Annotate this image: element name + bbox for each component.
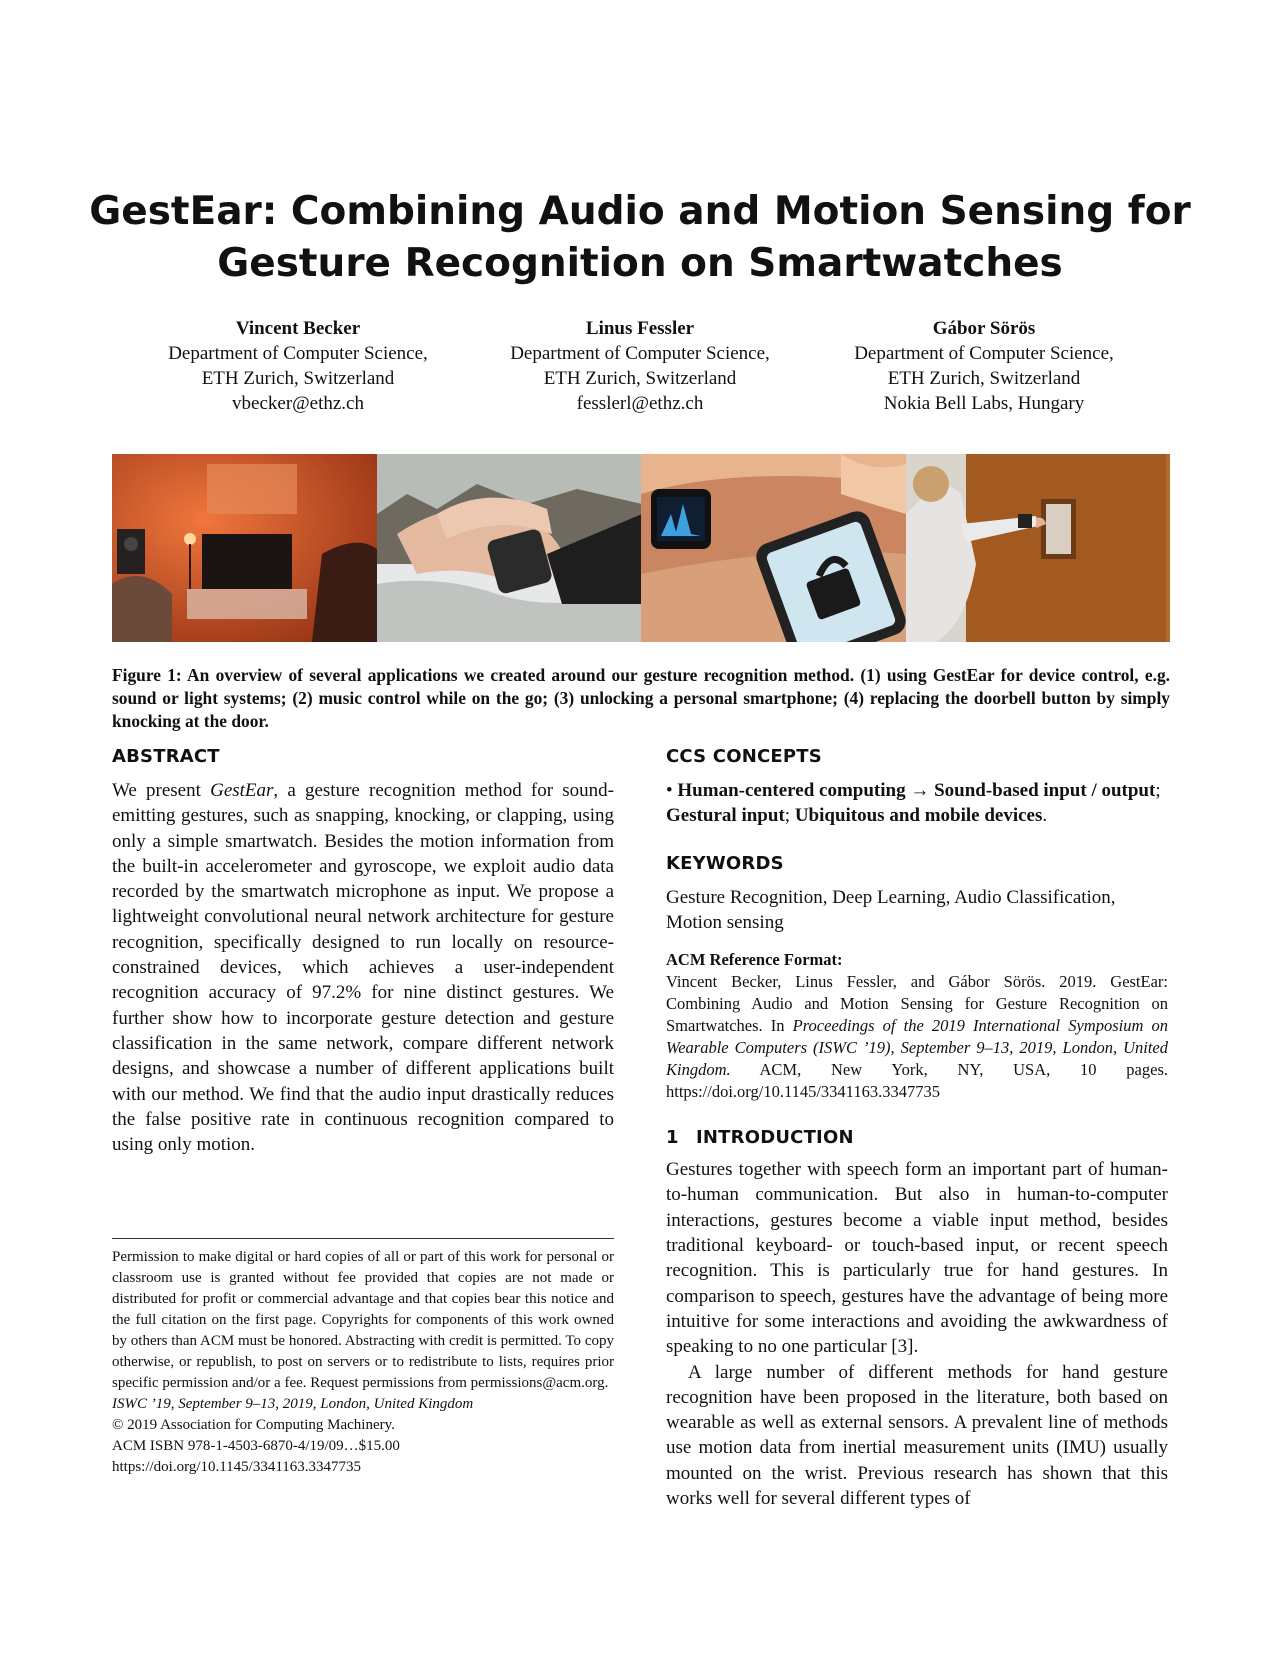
permission-text: Permission to make digital or hard copies of all or part of this work for personal or classroom use is granted without fee provided that copies are not made or distributed for profit or commercial advantage and that copies bear this notice and the full citation on the first page. Copyrights for components of this work owned by others than ACM must be honored. Abstracting with credit is permitted. To copy otherwise, or republish, to post on servers or to redistribute to lists, requires prior specific permission and/or a fee. Request permissions from permissions@acm.org. (112, 1249, 614, 1391)
abstract-pre: We present (112, 780, 211, 801)
ccs-arrow: → (905, 780, 935, 801)
photo-door-knock (906, 454, 1171, 642)
ccs-heading: CCS CONCEPTS (666, 746, 822, 767)
photo-outdoor-watch (377, 454, 642, 642)
paper-title (0, 186, 1280, 290)
ccs-concept: Ubiquitous and mobile devices (794, 805, 1043, 827)
ccs-concepts (666, 778, 1168, 829)
right-column (666, 744, 1168, 1511)
acm-reference-heading: ACM Reference Format: (666, 950, 843, 970)
permission-footnote (112, 1238, 614, 1478)
author-block-3 (819, 316, 1149, 416)
section-number: 1 (666, 1127, 679, 1149)
ccs-end: . (1042, 805, 1048, 827)
acm-reference-pre: Vincent Becker, Linus Fessler, and Gábor Sörös. 2019. GestEar: Combining Audio and Motion Sensing for Gesture Recognition on Smartwatches. In (666, 972, 1168, 1036)
author-affiliation: Department of Computer Science, (854, 343, 1114, 364)
intro-paragraph-2: A large number of different methods for hand gesture recognition have been proposed in the literature, both based on wearable as well as external sensors. A prevalent line of methods use motion data from inertial measurement units (IMU) usually mounted on the wrist. Previous research has shown that this works well for several different types of (666, 1361, 1168, 1510)
ccs-bullet: • (666, 780, 678, 801)
author-affiliation: ETH Zurich, Switzerland (887, 368, 1081, 389)
method-name: GestEar (210, 780, 274, 801)
keywords-text: Gesture Recognition, Deep Learning, Audio Classification, Motion sensing (666, 886, 1116, 933)
photo-phone-unlock (641, 454, 906, 642)
author-affiliation: ETH Zurich, Switzerland (201, 368, 395, 389)
intro-paragraph-1: Gestures together with speech form an important part of human-to-human communication. But also in human-to-computer interactions, gestures become a viable input method, besides traditional keyboard- or touch-based input, or recent speech recognition. This is particularly true for hand gestures. In comparison to speech, gestures have the advantage of being more intuitive for some interactions and avoiding the awkwardness of speaking to no one particular [3]. (666, 1159, 1168, 1358)
author-affiliation: ETH Zurich, Switzerland (543, 368, 737, 389)
acm-reference-venue: Proceedings of the 2019 International Symposium on Wearable Computers (ISWC ’19), September 9–13, 2019, London, United Kingdom. (666, 1016, 1168, 1080)
acm-reference-post: ACM, New York, NY, USA, 10 pages. https://doi.org/10.1145/3341163.3347735 (666, 1060, 1168, 1102)
ccs-separator: ; (1155, 780, 1161, 801)
acm-reference-text (666, 971, 1168, 1103)
author-name: Vincent Becker (235, 318, 361, 339)
conference-line: ISWC ’19, September 9–13, 2019, London, United Kingdom (112, 1396, 474, 1412)
copyright-line: © 2019 Association for Computing Machinery. (112, 1417, 395, 1433)
abstract-body: , a gesture recognition method for sound-emitting gestures, such as snapping, knocking, or clapping, using only a simple smartwatch. Besides the motion information from the built-in accelerometer and gyroscope, we exploit audio data recorded by the smartwatch microphone as input. We propose a lightweight convolutional neural network architecture for gesture recognition, specifically designed to run locally on resource-constrained devices, which achieves a user-independent recognition accuracy of 97.2% for nine distinct gestures. We further show how to incorporate gesture detection and gesture classification in the same network, compare different network designs, and showcase a number of different applications built with our method. We find that the audio input drastically reduces the false positive rate in continuous recognition compared to using only motion. (112, 780, 614, 1156)
doi-link[interactable]: https://doi.org/10.1145/3341163.3347735 (112, 1459, 362, 1475)
footnote-rule (112, 1238, 614, 1239)
keywords-heading: KEYWORDS (666, 852, 784, 874)
photo-living-room (112, 454, 377, 642)
ccs-concept: Gestural input (666, 805, 785, 827)
ccs-concept: Human-centered computing (677, 780, 906, 801)
author-name: Linus Fessler (585, 318, 695, 339)
section-title: INTRODUCTION (696, 1127, 854, 1149)
ccs-concept: Sound-based input / output (934, 780, 1156, 801)
title-line-1: GestEar: Combining Audio and Motion Sensing for (89, 189, 1191, 234)
abstract-heading: ABSTRACT (112, 746, 220, 767)
abstract-text (112, 778, 614, 1157)
figure-caption: Figure 1: An overview of several applications we created around our gesture recognition method. (1) using GestEar for device control, e.g. sound or light systems; (2) music control while on the go; (3) unlocking a personal smartphone; (4) replacing the doorbell button by simply knocking at the door. (112, 665, 1170, 731)
title-line-2: Gesture Recognition on Smartwatches (217, 241, 1063, 286)
teaser-figure (112, 454, 1170, 642)
author-affiliation: Department of Computer Science, (168, 343, 428, 364)
author-name: Gábor Sörös (932, 318, 1036, 339)
author-affiliation: Nokia Bell Labs, Hungary (883, 393, 1085, 414)
author-email[interactable]: fesslerl@ethz.ch (576, 393, 704, 414)
author-block-2 (475, 316, 805, 416)
author-affiliation: Department of Computer Science, (510, 343, 770, 364)
introduction-heading (666, 1125, 1168, 1151)
author-block-1 (133, 316, 463, 416)
left-column (112, 744, 614, 1157)
isbn-line: ACM ISBN 978-1-4503-6870-4/19/09…$15.00 (112, 1438, 400, 1454)
author-email[interactable]: vbecker@ethz.ch (232, 393, 364, 414)
ccs-separator: ; (784, 805, 795, 827)
